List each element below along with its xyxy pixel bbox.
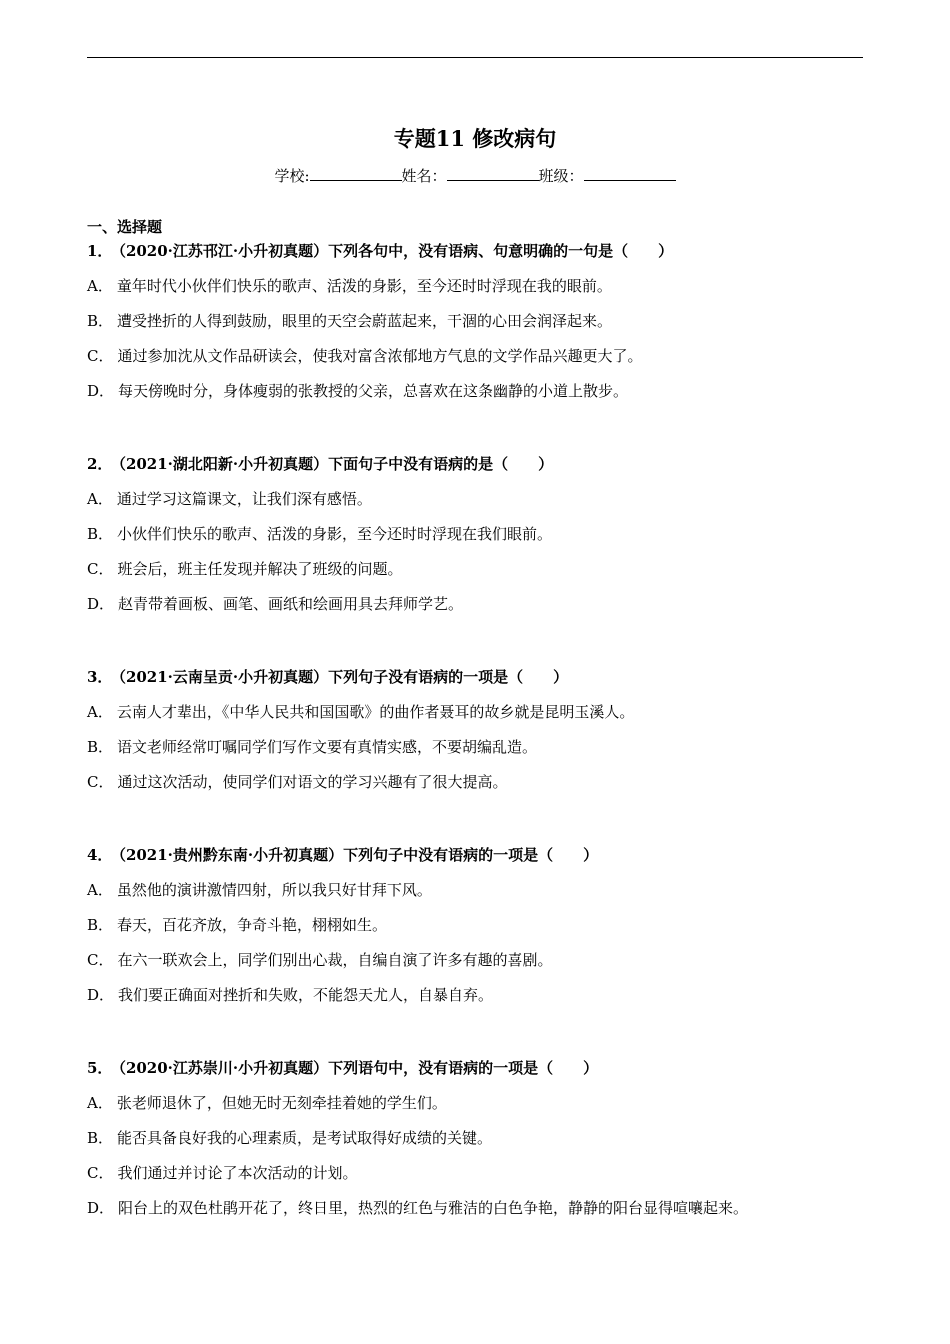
option-b: B． 能否具备良好我的心理素质，是考试取得好成绩的关键。 xyxy=(87,1129,493,1147)
option-c: C． 我们通过并讨论了本次活动的计划。 xyxy=(87,1164,358,1182)
option-d: D． 我们要正确面对挫折和失败，不能怨天尤人，自暴自弃。 xyxy=(87,986,494,1004)
question-number: 2． xyxy=(87,455,113,473)
question-number: 3． xyxy=(87,668,113,686)
question-stem xyxy=(87,666,863,688)
option-a: A． 张老师退休了，但她无时无刻牵挂着她的学生们。 xyxy=(87,1094,447,1112)
option-b: B． 语文老师经常叮嘱同学们写作文要有真情实感，不要胡编乱造。 xyxy=(87,738,538,756)
option-b: B． 小伙伴们快乐的歌声、活泼的身影，至今还时时浮现在我们眼前。 xyxy=(87,525,553,543)
name-label: 姓名： xyxy=(401,167,447,185)
page-title: 专题11 修改病句 xyxy=(393,126,557,151)
question-number: 5． xyxy=(87,1059,113,1077)
question-4 xyxy=(87,844,863,1006)
option-c: C． 在六一联欢会上，同学们别出心裁，自编自演了许多有趣的喜剧。 xyxy=(87,951,553,969)
option-a: A． 云南人才辈出，《中华人民共和国国歌》的曲作者聂耳的故乡就是昆明玉溪人。 xyxy=(87,703,635,721)
question-stem xyxy=(87,1057,863,1079)
question-1 xyxy=(87,240,863,402)
school-label: 学校: xyxy=(274,167,310,185)
header-rule xyxy=(87,57,863,58)
option-d: D． 阳台上的双色杜鹃开花了，终日里，热烈的红色与雅洁的白色争艳，静静的阳台显得喧嚷起来。 xyxy=(87,1199,749,1217)
question-5 xyxy=(87,1057,863,1219)
question-stem xyxy=(87,240,863,262)
option-a: A． 虽然他的演讲激情四射，所以我只好甘拜下风。 xyxy=(87,881,432,899)
question-text: （2020·江苏崇川·小升初真题）下列语句中，没有语病的一项是（ ） xyxy=(118,1059,599,1077)
section-heading: 一、选择题 xyxy=(87,218,163,236)
class-blank xyxy=(584,166,676,181)
option-d: D． 每天傍晚时分，身体瘦弱的张教授的父亲，总喜欢在这条幽静的小道上散步。 xyxy=(87,382,629,400)
question-3 xyxy=(87,666,863,793)
question-stem xyxy=(87,844,863,866)
option-a: A． 通过学习这篇课文，让我们深有感悟。 xyxy=(87,490,372,508)
option-b: B． 遭受挫折的人得到鼓励，眼里的天空会蔚蓝起来，干涸的心田会润泽起来。 xyxy=(87,312,613,330)
question-number: 4． xyxy=(87,846,113,864)
name-blank xyxy=(447,166,539,181)
option-b: B． 春天，百花齐放，争奇斗艳，栩栩如生。 xyxy=(87,916,388,934)
school-blank xyxy=(310,166,402,181)
option-c: C． 通过参加沈从文作品研读会，使我对富含浓郁地方气息的文学作品兴趣更大了。 xyxy=(87,347,643,365)
question-stem xyxy=(87,453,863,475)
option-d: D． 赵青带着画板、画笔、画纸和绘画用具去拜师学艺。 xyxy=(87,595,464,613)
option-c: C． 通过这次活动，使同学们对语文的学习兴趣有了很大提高。 xyxy=(87,773,508,791)
question-text: （2021·云南呈贡·小升初真题）下列句子没有语病的一项是（ ） xyxy=(118,668,569,686)
question-2 xyxy=(87,453,863,615)
option-a: A． 童年时代小伙伴们快乐的歌声、活泼的身影，至今还时时浮现在我的眼前。 xyxy=(87,277,612,295)
question-text: （2020·江苏邗江·小升初真题）下列各句中，没有语病、句意明确的一句是（ ） xyxy=(118,242,674,260)
question-number: 1． xyxy=(87,242,113,260)
question-text: （2021·贵州黔东南·小升初真题）下列句子中没有语病的一项是（ ） xyxy=(118,846,599,864)
option-c: C． 班会后，班主任发现并解决了班级的问题。 xyxy=(87,560,403,578)
question-text: （2021·湖北阳新·小升初真题）下面句子中没有语病的是（ ） xyxy=(118,455,554,473)
class-label: 班级： xyxy=(538,167,584,185)
student-info-line xyxy=(0,165,950,187)
